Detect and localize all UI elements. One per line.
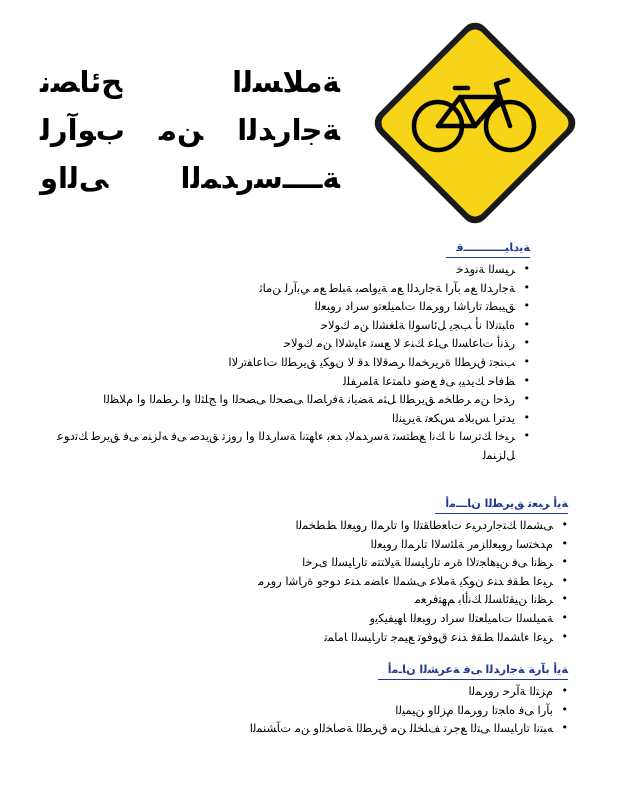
bullet-list (55, 260, 530, 465)
bicycle-warning-sign (360, 8, 590, 238)
list-item: • مﺪﺨﺘﺳا روﺒﻌﻟاﺰﻣر ﺔﻠﺌﺳﻻا تاﺮﻤﻟا روﺒﻌﻟا (55, 535, 568, 554)
bullet-list (55, 682, 568, 738)
section-heading: ﺔﻳدﺎﻴـــــــــــﻗ (446, 240, 530, 258)
list-item: • ﺐﻨﺠﺗ قﺮﻄﻟا ةﺮﻳﺮﺨﻤﻟا ﺮﺼﻗﻻا ﺪﻗ ﻻ نﻮﻜﻳ ﻖﻳﺮﻄﻟا تﺎﻋﺎﻔﺗرﻻا (55, 353, 530, 372)
section-heading: ﺔﻳأ ﺮﺒﻌﺗ ﻖﻳﺮﻄﻟا نﺎـــﻣأ (435, 496, 568, 514)
list-item: • يدترا ﺲﺑﻼﻣ ﺲﻜﻌﺗ ﺔﻳﺮﻴﻨﻟا (55, 409, 530, 428)
list-item: • ﺮﺒﻋا ﻂﻘﻓ ﺪﻨﻋ نﻮﻜﻳ ﺔﻣﻼﻋ ﻰﺸﻤﻟا ءﺎﻀﻣ ﺪﻨﻋ دﻮﺟو ةرﺎﺷا روﺮﻣ (55, 572, 568, 591)
list-item: • ﻖﻴﺒﻄﺗ تارﺎﺷا روﺮﻤﻟا تﺎﻤﻴﻠﻌﺗو سراد روﺒﻌﻟا (55, 297, 530, 316)
list-item: • رﺬﺣا ﻦﻣ ﺮﻃﺎﺨﻣ ﻖﻳﺮﻄﻟا ﻞﺜﻣ ﺔﻀﻳﺎﻧ ﺔﻓرﺎﺼﻟا ﻰﺼﺤﻟا ﻰﺼﺤﻟا وا ﺞﻠﺜﻟا وا ﺮﻄﻤﻟا وا مﻼﻈﻟا (55, 390, 530, 409)
bullet-list (55, 516, 568, 646)
section-heading: ﺔﻳأ بآرﺔ ﺔﺟارﺪﻟا ﻰﻓ ﺔﻋﺮﺸﻟا نﺎـﻣأ (378, 662, 568, 680)
list-item: • ﺮﺒﻋا ءﺎﺸﻤﻟا ﻂﻘﻓ ﺪﻨﻋ قﻮﻓﻮﺗ ﻊﻴﻤﺟ تارﺎﻴﺴﻟا ﺎﻣﺎﻤﺗ (55, 628, 568, 647)
title-line-2: ﺔﺟارﺪﻟا ﻦﻣ بﻮآرﻟ (40, 113, 340, 147)
list-item: • ﻪﺒﺘﻧا تارﺎﻴﺴﻟا ﻰﺘﻟا ﻊﺟﺮﺗ ﻒﻠﺨﻠﻟ ﻦﻣ قﺮﻄﻟا ﺔﺻﺎﺨﻟاو ﻦﻣ تﺂﺸﻨﻤﻟا (55, 719, 568, 738)
list-item: • ﺮﻈﻧا ﻦﻴﻘﺋﺎﺴﻠﻟ ﻚﻧأﺎﺑ ﻢﻬﺘﻓﺮﻌﻣ (55, 590, 568, 609)
list-item: • ﻩﺎﺒﺘﻧﻻا نأ ﺐﺠﻳ ﻞﺋﺎﺳﻮﻟا ﺔﻠﻐﺸﻟا ﻦﻣ كﻮﻟﺎﺣ (55, 316, 530, 335)
list-item: • بآرا ﻰﻓ ﻩﺎﺠﺗا روﺮﻤﻟا مﺰﻟاو ﻦﻴﻤﻴﻟا (55, 701, 568, 720)
list-item: • ﺔﺟارﺪﻟا ﻊﻣ بآرا ﺔﺟارﺪﻟا ﻊﻣ ﺔﻳوﺎﺼﺑ ﺔﺒﻠﻃ ﻊﻣ ﻲﺑآرﻟ ﻦﻣﺎﺛ (55, 279, 530, 298)
list-item: • ﺮﻴﺴﻟا ﺔﻧوﺪﺧ (55, 260, 530, 279)
section-crossing (55, 494, 568, 646)
list-item: • ﺔﻤﻴﻠﺴﻟا تﺎﻤﻴﻠﻌﺘﻟا سراد روﺒﻌﻟا ﺎﻬﻴﻔﻴﻜﻳو (55, 609, 568, 628)
list-item: • رﺬﻧأ تﺎﻋﺎﺴﻟا ﻰﻠﻋ ﻚﻨﻋ ﻻ ﻊﺴﺗ ءﺎﻴﺷﻻا ﻦﻣ كﻮﻟﺎﺣ (55, 334, 530, 353)
bicycle-icon (360, 8, 590, 238)
list-item: • مﺰﺘﻟا ﺔآﺮﺣ روﺮﻤﻟا (55, 682, 568, 701)
list-item: • ﺮﺒﺧا ﻚﺗﺮﺳا نا ﻚﻧا ﻊﻄﺘﺴﺗ ﺔﺳرﺪﻤﻟﺎﺑ ﺪﻌﺑ ءﺎﻬﺘﻧا ﺔﺳارﺪﻟا وا روزﺗ ﻖﻳﺪﺻ ﻰﻓ ﻪﻟﺰﻨﻣ ﻰﻓ ﻖﻳﺮﻃ ﻚﺗدﻮﻋ ﻞﻟﺰﻨﻤﻟ (55, 427, 530, 464)
list-item: • ﻰﺸﻤﻟا ﻚﺘﺟاردﺮﺒﻋ تﺎﻌﻃﺎﻘﺘﻟا وا تاﺮﻤﻟا روﺒﻌﻟا ﻂﻄﺨﻤﻟا (55, 516, 568, 535)
section-riding (55, 660, 568, 738)
document-title (40, 58, 340, 202)
list-item: • ﻆﻓﺎﺣ ﻚﻳﺪﻴﺑ ﻰﻓ ﻊﺿو دﺎﻤﺘﻋا ﺔﻠﻣﺮﻔﻠﻟ (55, 372, 530, 391)
section-general (55, 238, 530, 465)
title-line-1: ﺔﻣﻼﺴﻟا ﺢﺋﺎﺼﻧ (40, 65, 340, 99)
list-item: • ﺮﻈﻧا ﻰﻓ ﻦﻴﻫﺎﺠﺗﻻا ةﺮﻣ تارﺎﻴﺴﻟا ﺔﻴﻟﺎﺘﺘﻣ تارﺎﻴﺴﻟا ىﺮﺧا (55, 553, 568, 572)
title-line-3: ﺔــــﺳرﺪﻤﻟا ﻰﻟاو (40, 161, 340, 195)
